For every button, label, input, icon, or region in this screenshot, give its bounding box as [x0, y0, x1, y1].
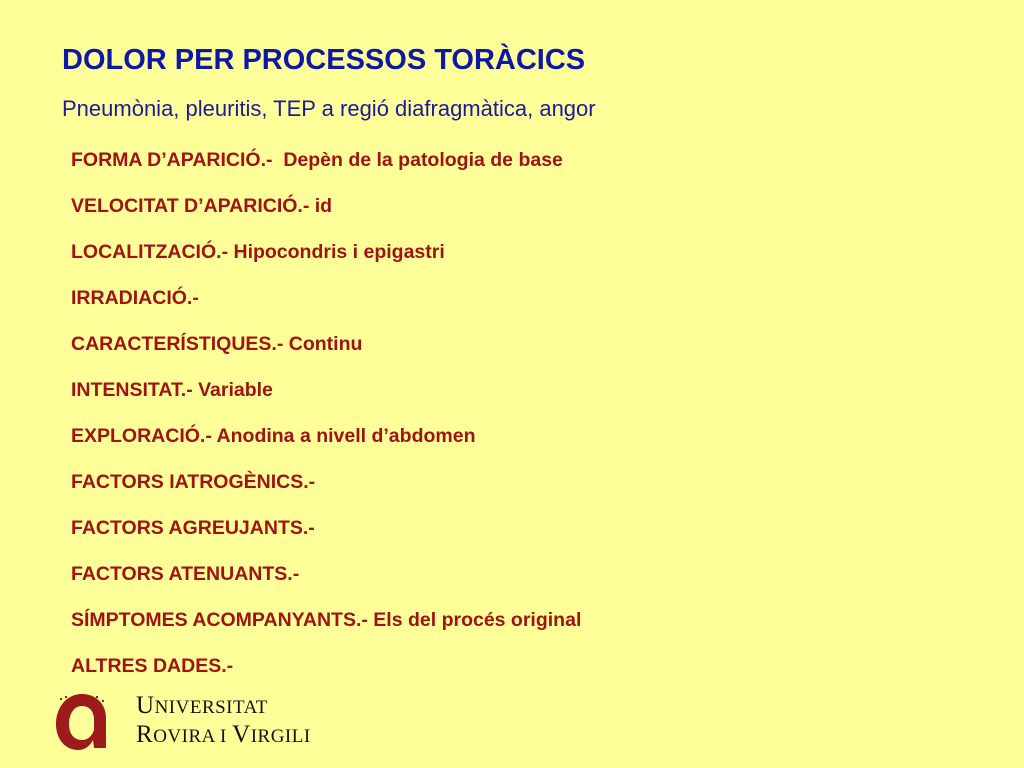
list-item [71, 597, 581, 643]
item-label: VELOCITAT D’APARICIÓ.- [71, 195, 310, 217]
university-name [136, 692, 311, 750]
list-item [71, 413, 581, 459]
item-value: Variable [192, 379, 273, 401]
list-item [71, 137, 581, 183]
list-item [71, 551, 581, 597]
item-label: LOCALITZACIÓ.- [71, 241, 229, 263]
university-seal-icon [52, 690, 112, 752]
list-item [71, 183, 581, 229]
list-item [71, 321, 581, 367]
item-value: Depèn de la patologia de base [272, 149, 563, 171]
item-label: EXPLORACIÓ.- [71, 425, 212, 447]
university-name-line1: UNIVERSITAT [136, 692, 268, 719]
list-item [71, 643, 581, 689]
item-label: FACTORS IATROGÈNICS.- [71, 471, 316, 493]
item-label: FACTORS AGREUJANTS.- [71, 517, 315, 539]
slide-subtitle: Pneumònia, pleuritis, TEP a regió diafragmàtica, angor [62, 96, 596, 121]
item-label: FACTORS ATENUANTS.- [71, 563, 300, 585]
university-logo [52, 688, 332, 758]
item-label: CARACTERÍSTIQUES.- [71, 333, 284, 355]
item-value: Continu [283, 333, 363, 355]
item-label: ALTRES DADES.- [71, 655, 234, 677]
item-value: Hipocondris i epigastri [228, 241, 445, 263]
item-label: SÍMPTOMES ACOMPANYANTS.- [71, 609, 368, 631]
list-item [71, 229, 581, 275]
item-label: FORMA D’APARICIÓ.- [71, 149, 273, 171]
item-value: Anodina a nivell d’abdomen [211, 425, 476, 447]
attribute-list [71, 137, 581, 689]
university-name-line2: ROVIRA I VIRGILI [136, 721, 311, 748]
slide-title: DOLOR PER PROCESSOS TORÀCICS [62, 44, 586, 76]
item-value: Els del procés original [367, 609, 582, 631]
list-item [71, 275, 581, 321]
item-value: id [309, 195, 333, 217]
item-label: INTENSITAT.- [71, 379, 193, 401]
list-item [71, 505, 581, 551]
list-item [71, 367, 581, 413]
item-label: IRRADIACIÓ.- [71, 287, 199, 309]
list-item [71, 459, 581, 505]
